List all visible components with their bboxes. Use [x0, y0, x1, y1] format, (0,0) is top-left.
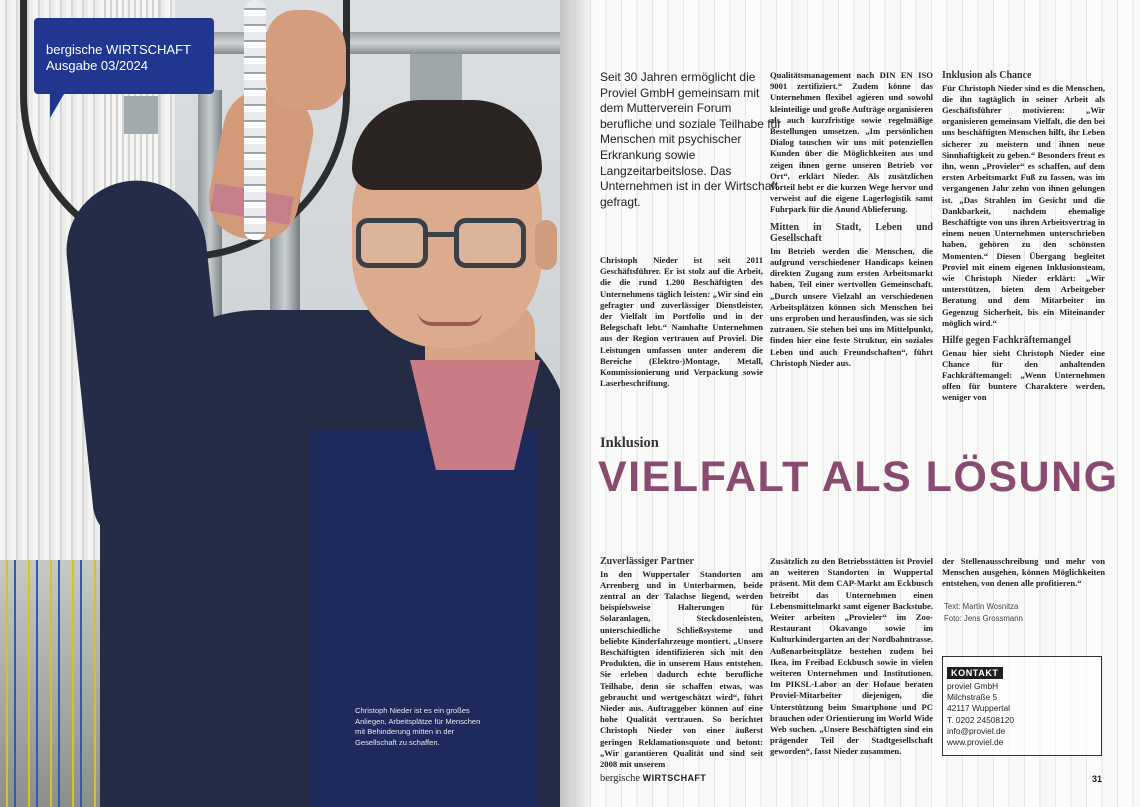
- article-page: [560, 0, 1140, 807]
- glasses-bridge: [426, 232, 456, 237]
- glasses-lens-right: [454, 218, 526, 268]
- subheading: Mitten in Stadt, Leben und Gesellschaft: [770, 221, 933, 245]
- magazine-badge: [34, 18, 214, 94]
- bottom-column-2: [770, 556, 933, 759]
- page-number: 31: [1092, 774, 1103, 784]
- article-kicker: Inklusion: [600, 435, 659, 451]
- cover-photo: [0, 0, 560, 807]
- article-intro: Seit 30 Jahren ermöglicht die Proviel GmbH gemeinsam mit dem Mutterverein Forum berufliche und soziale Teilhabe für Menschen mit psychischer Erkrankung sowie Langzeitarbeitslose. Das Unternehmen ist in der Wirtschaft gefragt.: [600, 70, 782, 209]
- text-credit: Text: Martin Wosnitza: [944, 602, 1019, 611]
- paragraph: Genau hier sieht Christoph Nieder eine Chance für den anhaltenden Fachkräftemangel: „Wenn Unternehmen offen für buntere Charaktere werden, weniger von: [942, 347, 1105, 403]
- hand: [266, 10, 346, 110]
- top-column-3: [942, 70, 1105, 405]
- footer-brand-bold: WIRTSCHAFT: [642, 773, 707, 783]
- page-gutter-shadow: [560, 0, 594, 807]
- contact-email[interactable]: info@proviel.de: [947, 725, 1006, 736]
- footer-brand-regular: bergische: [600, 773, 641, 784]
- contact-phone: T. 0202 24508120: [947, 714, 1015, 725]
- smile: [418, 312, 482, 326]
- magazine-issue: Ausgabe 03/2024: [46, 58, 148, 73]
- paragraph: In den Wuppertaler Standorten am Arrenberg und in Unterbarmen, beide zentral an der Talachse liegend, werden beispielsweise Halterungen für Solaranlagen, Steckdosenleisten, unterschiedliche Schließsysteme und beliebte Kinderfahrzeuge montiert. „Unsere Beschäftigten identifizieren sich mit den Produkten, die in unserem Haus entstehen. Sie erleben dadurch echte berufliche Teilhabe, denn sie schaffen etwas, was gebraucht und wertgeschätzt wird“, führt Nieder aus. Auftraggeber können auf eine hohe Qualität vertrauen. So berichtet Christoph Nieder von einer äußerst geringen Reklamationsquote und betont: „Wir garantieren Qualität und sind seit 2008 mit unserem: [600, 568, 763, 770]
- paragraph: Christoph Nieder ist seit 2011 Geschäftsführer. Er ist stolz auf die Arbeit, die die rund 1.200 Beschäftigten des Unternehmens täglich leisten: „Wir sind ein gefragter und zuverlässiger Dienstleister, der Vielfalt im Portfolio und in der Belegschaft lebt.“ Namhafte Unternehmen aus der Region vertrauen auf Proviel. Die Leistungen umfassen unter anderem die Bereiche (Elektro-)Montage, Metall, Kommissionierung und Verpackung sowie Laserbeschriftung.: [600, 255, 763, 389]
- contact-box: [942, 656, 1102, 756]
- magazine-title: bergische WIRTSCHAFT: [46, 42, 191, 57]
- subheading: Hilfe gegen Fachkräftemangel: [942, 335, 1071, 347]
- subheading: Zuverlässiger Partner: [600, 556, 694, 567]
- glasses-lens-left: [356, 218, 428, 268]
- contact-title: KONTAKT: [947, 667, 1003, 679]
- top-column-1: [600, 255, 763, 390]
- subheading: Inklusion als Chance: [942, 70, 1032, 81]
- article-headline: VIELFALT ALS LÖSUNG: [598, 453, 1119, 501]
- credits: [944, 601, 1124, 624]
- contact-website[interactable]: www.proviel.de: [947, 737, 1004, 748]
- paragraph: Im Betrieb werden die Menschen, die aufgrund verschiedener Handicaps keinen direkten Zugang zum ersten Arbeitsmarkt haben, Teil einer wertvollen Gemeinschaft. „Durch unsere Vielzahl an verschiedenen Arbeitsplätzen können sich Menschen bei uns erproben und herausfinden, was sie sich zutrauen. Sie stehen bei uns im Mittelpunkt, finden hier eine feste Struktur, ein soziales Leben und auch Freundschaften“, führt Christoph Nieder aus.: [770, 245, 933, 368]
- portrait-person: [40, 0, 560, 807]
- sweater: [310, 430, 540, 807]
- photo-caption: Christoph Nieder ist es ein großes Anliegen, Arbeitsplätze für Menschen mit Behinderung mitten in der Gesellschaft zu schaffen.: [355, 706, 481, 747]
- paragraph: Qualitätsmanagement nach DIN EN ISO 9001 zertifiziert.“ Zudem könne das Unternehmen flexibel agieren und sowohl kleinteilige und große Aufträge organisieren als auch kurzfristige sowie regelmäßige Bestellungen umsetzen. „Im persönlichen Dialog tauschen wir uns mit potenziellen Kunden über die Möglichkeiten aus und zeigen ihnen gerne unseren Betrieb vor Ort“, erklärt Nieder. Als zusätzlichen Vorteil hebt er die kurzen Wege hervor und verweist auf die eigene Lagerlogistik samt Fuhrpark für die Anund Ablieferung.: [770, 70, 933, 215]
- bottom-column-3: [942, 556, 1105, 591]
- paragraph: der Stellenausschreibung und mehr von Menschen ausgehen, können Möglichkeiten entstehen, von denen alle profitieren.“: [942, 556, 1105, 589]
- contact-city: 42117 Wuppertal: [947, 703, 1011, 714]
- glasses: [356, 218, 531, 270]
- metal-chain: [244, 0, 266, 240]
- bottom-column-1: [600, 556, 763, 771]
- paragraph: Zusätzlich zu den Betriebsstätten ist Proviel an weiteren Standorten in Wuppertal präsent. Mit dem CAP-Markt am Eckbusch betreibt das Unternehmen einen Lebensmittelmarkt samt eigener Backstube. Weiter arbeiten „Provieler“ im Zoo-Restaurant Okavango sowie im Kulturkindergarten an der Nordbahntrasse. Außenarbeitsplätze bestehen zudem bei Ikea, im Freibad Eckbusch sowie in vielen weiteren Unternehmen und Institutionen. Im PIKSL-Labor an der Hofaue beraten Proviel-Mitarbeiter diejenigen, die Unterstützung beim Smartphone und PC brauchen oder Orientierung im World Wide Web suchen. „Unsere Beschäftigten sind ein prägender Teil der Stadtgesellschaft geworden“, fasst Nieder zusammen.: [770, 556, 933, 757]
- contact-street: Milchstraße 5: [947, 692, 998, 703]
- ear: [535, 220, 557, 270]
- footer-brand: [600, 773, 706, 784]
- top-column-2: [770, 70, 933, 370]
- paragraph: Für Christoph Nieder sind es die Menschen, die ihn tagtäglich in seiner Arbeit als Geschäftsführer motivieren: „Wir organisieren gemeinsam Vielfalt, die den bei uns beschäftigten Menschen hilft, ihr Leben sicherer zu meistern und ihnen neue Sinnhaftigkeit zu geben.“ Besonders freut es ihn, wenn „Provieler“ es schaffen, auf dem ersten Arbeitsmarkt Fuß zu fassen, was im vergangenen Jahr zehn von ihnen gelungen ist. „Das Strahlen im Gesicht und die Dankbarkeit, nachdem ehemalige Beschäftigte von uns ihren Arbeitsvertrag in einem neuen Unternehmen unterschrieben haben, gehören zu den schönsten Momenten.“ Diesen Übergang begleitet Proviel mit einem eigenen Inklusionsteam, wie Christoph Nieder erklärt: „Wir unterstützen, bieten dem Arbeitgeber Beratung und dem Mitarbeiter im Gegenzug Sicherheit, bis ein Miteinander möglich wird.“: [942, 82, 1105, 328]
- hair: [352, 100, 542, 190]
- photo-credit: Foto: Jens Grossmann: [944, 613, 1023, 623]
- contact-company: proviel GmbH: [947, 681, 999, 691]
